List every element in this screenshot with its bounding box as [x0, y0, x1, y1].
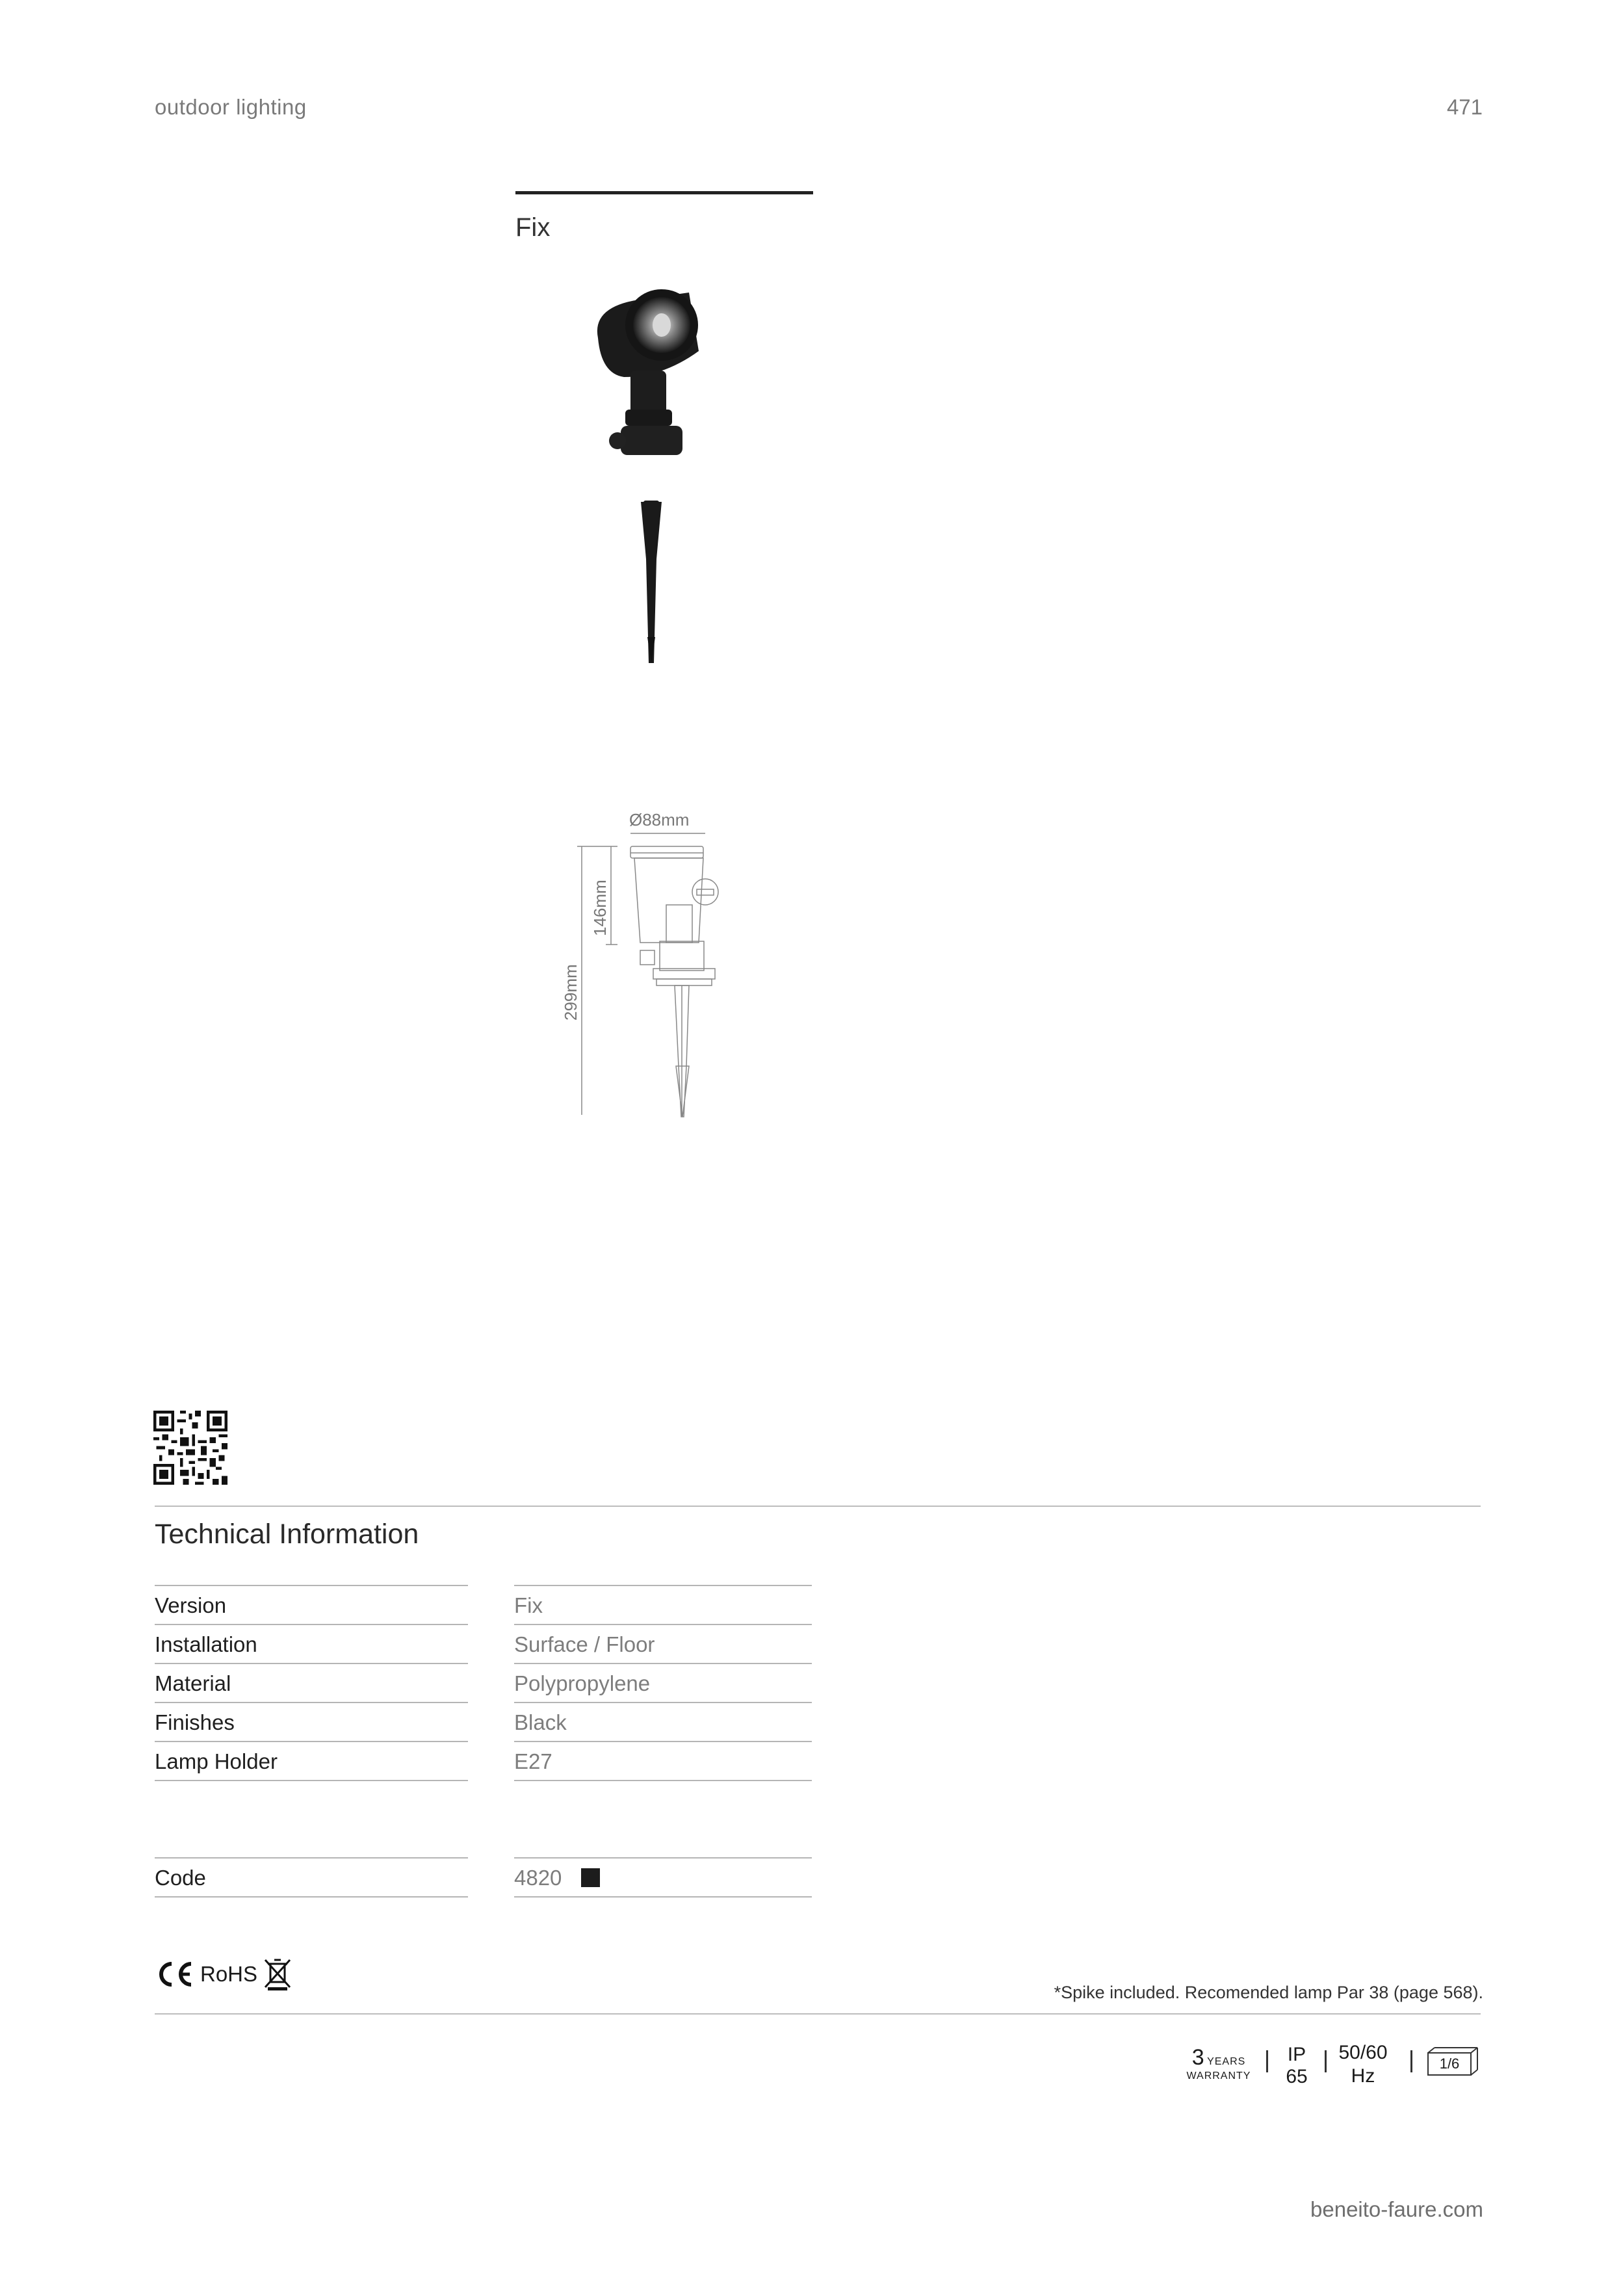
- ce-mark-icon: [155, 1960, 195, 1989]
- code-value: 4820: [514, 1866, 562, 1890]
- spec-icons: [1183, 2041, 1482, 2093]
- spec-value: Surface / Floor: [514, 1624, 812, 1663]
- code-value-cell: [514, 1857, 812, 1896]
- spec-divider: [514, 1780, 812, 1781]
- technical-title: Technical Information: [155, 1519, 419, 1550]
- weee-bin-icon: [263, 1957, 292, 1991]
- spec-value: E27: [514, 1741, 812, 1780]
- rohs-label: RoHS: [200, 1962, 258, 1986]
- warranty-number: 3: [1191, 2045, 1204, 2070]
- page-number: 471: [1446, 95, 1483, 119]
- frequency: [1334, 2041, 1392, 2088]
- dimension-drawing: [533, 806, 754, 1131]
- spec-label: Installation: [155, 1624, 468, 1663]
- spec-value: Polypropylene: [514, 1663, 812, 1702]
- separator: [1410, 2050, 1412, 2072]
- footnote: *Spike included. Recomended lamp Par 38 (page 568).: [1054, 1983, 1483, 2002]
- spec-divider: [155, 1896, 468, 1898]
- hz-value: 50/60: [1338, 2042, 1388, 2063]
- code-label: Code: [155, 1857, 468, 1896]
- warranty-years: YEARS: [1207, 2056, 1246, 2067]
- spec-label: Finishes: [155, 1702, 468, 1741]
- technical-divider: [155, 1506, 1481, 1507]
- spec-label: Lamp Holder: [155, 1741, 468, 1780]
- ip-value: 65: [1286, 2066, 1308, 2087]
- separator: [1325, 2050, 1327, 2072]
- total-height-label: 299mm: [561, 964, 580, 1021]
- head-height-label: 146mm: [590, 880, 610, 936]
- spec-divider: [514, 1896, 812, 1898]
- spec-label: Version: [155, 1585, 468, 1624]
- finish-swatch-black: [581, 1868, 600, 1887]
- ip-rating: [1280, 2044, 1313, 2088]
- qr-code-icon[interactable]: [153, 1411, 227, 1485]
- footer-url[interactable]: beneito-faure.com: [1310, 2197, 1483, 2221]
- version-divider: [515, 191, 813, 194]
- spec-divider: [155, 1780, 468, 1781]
- warranty-word: WARRANTY: [1186, 2070, 1251, 2081]
- spike-spotlight-photo: [585, 286, 734, 676]
- bottom-divider: [155, 2013, 1481, 2015]
- spec-value: Black: [514, 1702, 812, 1741]
- header-section-title: outdoor lighting: [155, 95, 307, 119]
- pack-box-icon: [1427, 2046, 1479, 2076]
- hz-label: Hz: [1351, 2065, 1375, 2087]
- certifications: [155, 1958, 292, 1990]
- separator: [1266, 2050, 1268, 2072]
- pack-quantity: 1/6: [1439, 2055, 1460, 2072]
- ip-label: IP: [1287, 2044, 1306, 2065]
- diameter-label: Ø88mm: [629, 810, 690, 829]
- version-title: Fix: [515, 213, 551, 242]
- warranty-badge: [1183, 2045, 1254, 2082]
- spec-value: Fix: [514, 1585, 812, 1624]
- spec-label: Material: [155, 1663, 468, 1702]
